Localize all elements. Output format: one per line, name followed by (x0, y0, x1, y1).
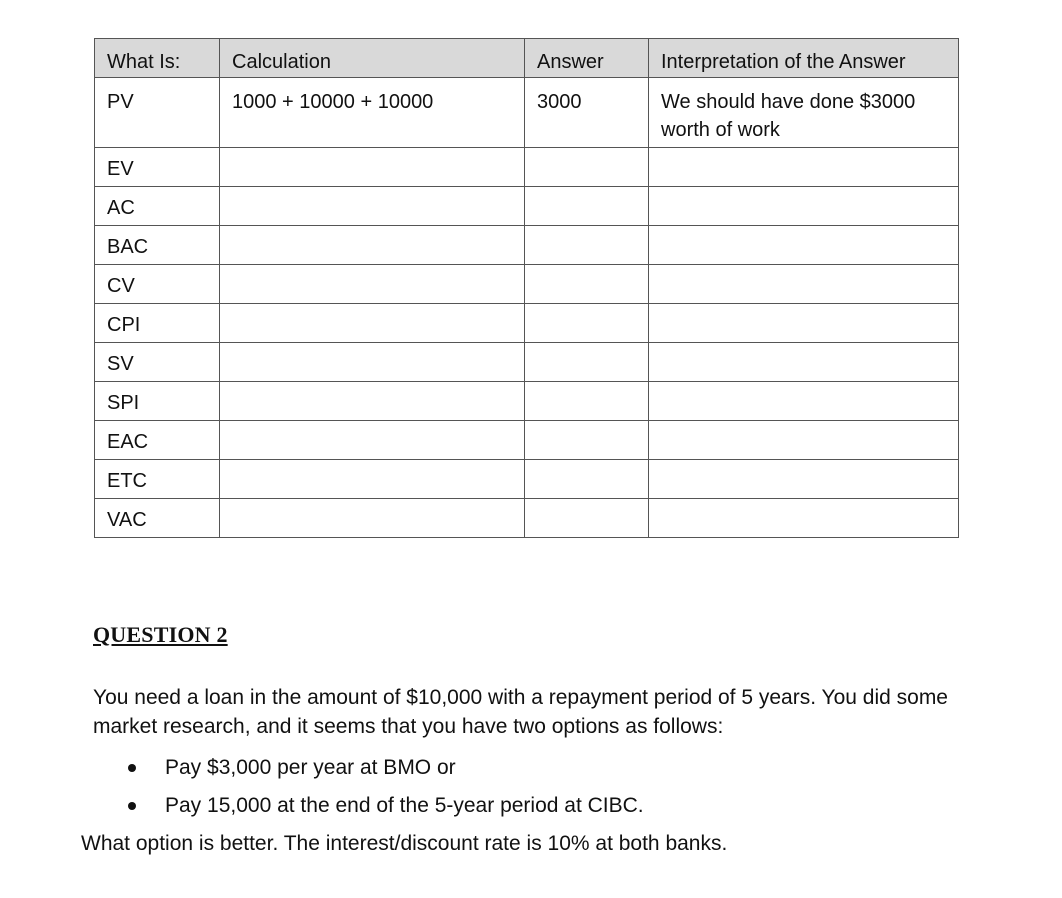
cell-calculation[interactable] (220, 187, 525, 226)
cell-answer[interactable] (525, 148, 649, 187)
cell-answer[interactable] (525, 187, 649, 226)
table-row (95, 187, 959, 226)
cell-answer[interactable] (525, 343, 649, 382)
cell-calculation[interactable] (220, 304, 525, 343)
cell-answer[interactable] (525, 265, 649, 304)
header-calculation: Calculation (220, 39, 525, 78)
cell-answer[interactable] (525, 421, 649, 460)
cell-calculation[interactable] (220, 343, 525, 382)
cell-what: CPI (95, 304, 220, 343)
cell-answer[interactable] (525, 382, 649, 421)
cell-calculation[interactable] (220, 226, 525, 265)
cell-calculation[interactable]: 1000 + 10000 + 10000 (220, 78, 525, 148)
cell-interpretation[interactable] (649, 265, 959, 304)
cell-interpretation[interactable] (649, 343, 959, 382)
option-text: Pay 15,000 at the end of the 5-year period at CIBC. (165, 794, 644, 817)
question-closing: What option is better. The interest/discount rate is 10% at both banks. (81, 832, 728, 855)
cell-calculation[interactable] (220, 148, 525, 187)
option-text: Pay $3,000 per year at BMO or (165, 756, 456, 779)
cell-interpretation[interactable] (649, 148, 959, 187)
cell-interpretation[interactable] (649, 382, 959, 421)
cell-calculation[interactable] (220, 499, 525, 538)
table-row (95, 382, 959, 421)
cell-what: SV (95, 343, 220, 382)
cell-calculation[interactable] (220, 460, 525, 499)
cell-interpretation[interactable] (649, 460, 959, 499)
cell-what: PV (95, 78, 220, 148)
cell-what: EAC (95, 421, 220, 460)
cell-what: ETC (95, 460, 220, 499)
table-row (95, 460, 959, 499)
cell-answer[interactable] (525, 226, 649, 265)
table-row (95, 148, 959, 187)
options-list (120, 753, 644, 829)
cell-interpretation[interactable]: We should have done $3000 worth of work (649, 78, 959, 148)
header-answer: Answer (525, 39, 649, 78)
cell-answer[interactable] (525, 304, 649, 343)
cell-answer[interactable] (525, 460, 649, 499)
table-row (95, 304, 959, 343)
header-interpretation: Interpretation of the Answer (649, 39, 959, 78)
cell-calculation[interactable] (220, 265, 525, 304)
cell-what: EV (95, 148, 220, 187)
cell-calculation[interactable] (220, 382, 525, 421)
cell-what: SPI (95, 382, 220, 421)
table-row (95, 421, 959, 460)
list-item (120, 753, 644, 791)
table-header-row (95, 39, 959, 78)
header-what-is: What Is: (95, 39, 220, 78)
cell-interpretation[interactable] (649, 226, 959, 265)
table-row (95, 343, 959, 382)
cell-answer[interactable]: 3000 (525, 78, 649, 148)
bullet-icon (128, 764, 136, 772)
cell-interpretation[interactable] (649, 187, 959, 226)
cell-interpretation[interactable] (649, 499, 959, 538)
cell-interpretation[interactable] (649, 304, 959, 343)
table-row (95, 499, 959, 538)
question-intro: You need a loan in the amount of $10,000 with a repayment period of 5 years. You did some market research, and it seems that you have two options as follows: (93, 686, 948, 738)
cell-what: AC (95, 187, 220, 226)
cell-what: VAC (95, 499, 220, 538)
cell-answer[interactable] (525, 499, 649, 538)
earned-value-table (94, 38, 959, 538)
cell-what: CV (95, 265, 220, 304)
table-row (95, 78, 959, 148)
cell-what: BAC (95, 226, 220, 265)
list-item (120, 791, 644, 829)
question-heading: QUESTION 2 (93, 622, 228, 647)
table-row (95, 265, 959, 304)
table-row (95, 226, 959, 265)
cell-calculation[interactable] (220, 421, 525, 460)
cell-interpretation[interactable] (649, 421, 959, 460)
bullet-icon (128, 802, 136, 810)
